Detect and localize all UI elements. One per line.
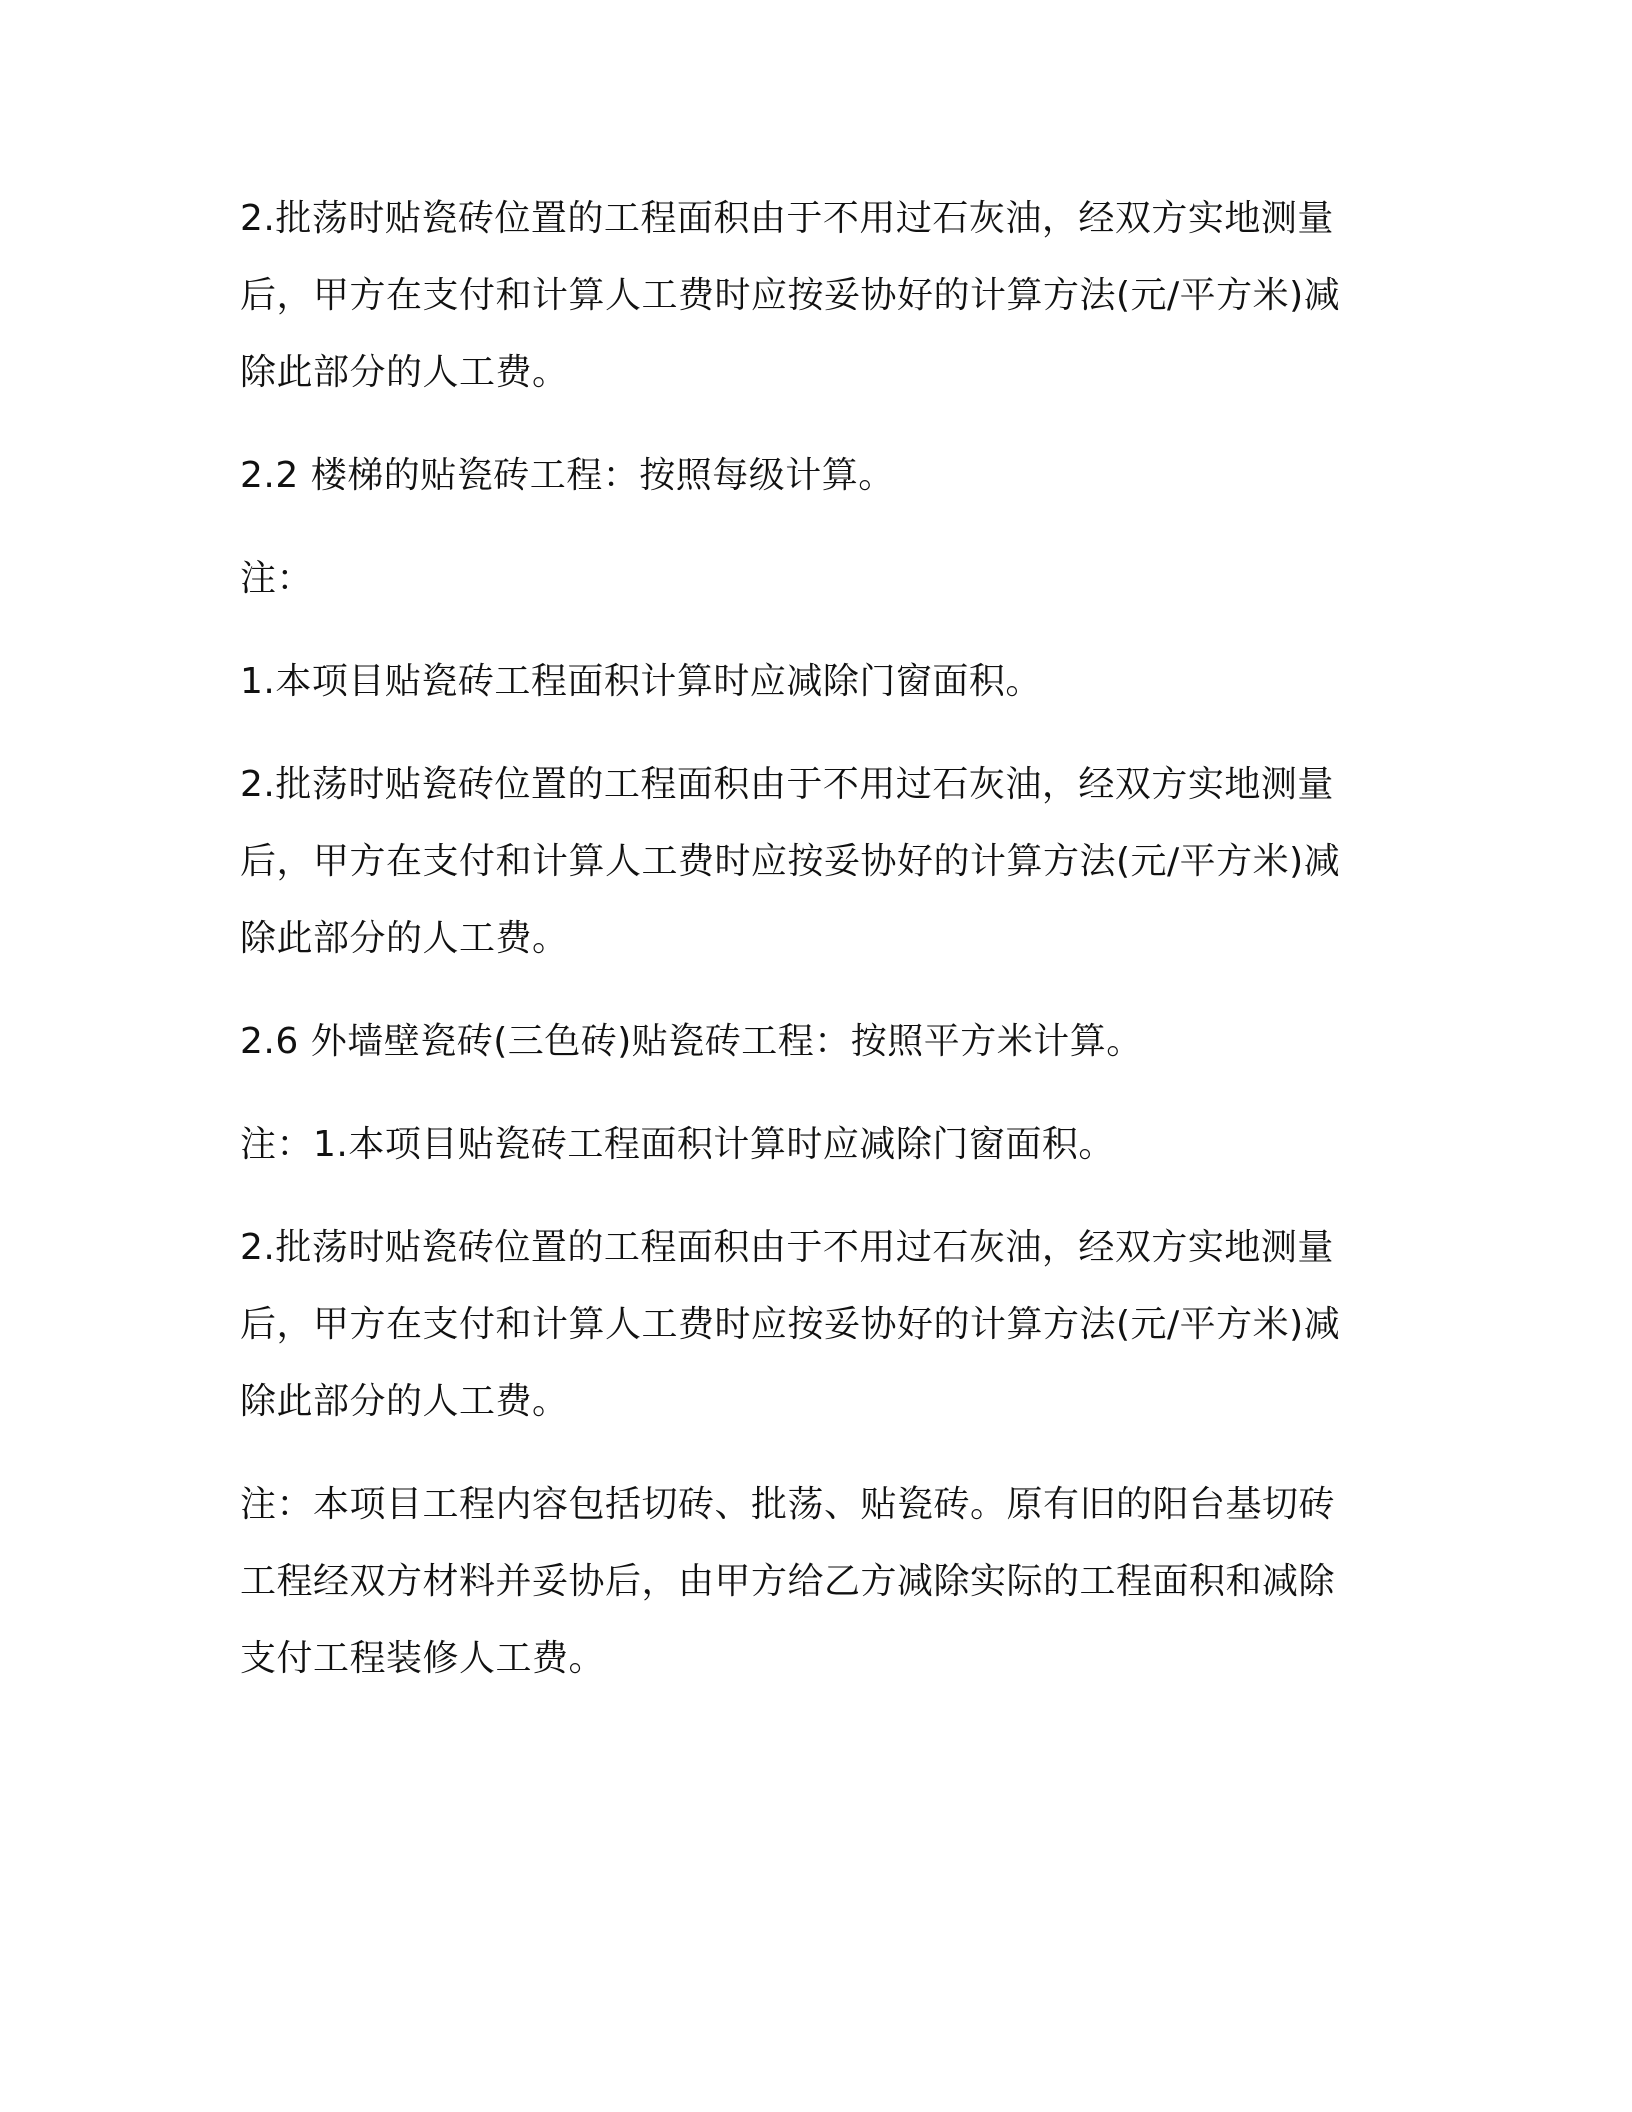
- paragraph-5: [240, 746, 1370, 977]
- paragraph-6: [240, 1003, 1370, 1080]
- text-line: 2.6 外墙壁瓷砖(三色砖)贴瓷砖工程：按照平方米计算。: [240, 1021, 1143, 1062]
- text-line: 注：: [240, 558, 314, 599]
- text-line: 后，甲方在支付和计算人工费时应按妥协好的计算方法(元/平方米)减: [240, 275, 1341, 316]
- paragraph-7: [240, 1106, 1370, 1183]
- text-line: 支付工程装修人工费。: [240, 1638, 606, 1679]
- text-line: 除此部分的人工费。: [240, 918, 569, 959]
- text-line: 2.批荡时贴瓷砖位置的工程面积由于不用过石灰油，经双方实地测量: [240, 198, 1334, 239]
- text-line: 工程经双方材料并妥协后，由甲方给乙方减除实际的工程面积和减除: [240, 1561, 1336, 1602]
- text-line: 1.本项目贴瓷砖工程面积计算时应减除门窗面积。: [240, 661, 1042, 702]
- text-line: 2.批荡时贴瓷砖位置的工程面积由于不用过石灰油，经双方实地测量: [240, 1227, 1334, 1268]
- paragraph-2: [240, 437, 1370, 514]
- paragraph-9: [240, 1466, 1370, 1697]
- paragraph-4: [240, 643, 1370, 720]
- text-line: 除此部分的人工费。: [240, 352, 569, 393]
- text-line: 后，甲方在支付和计算人工费时应按妥协好的计算方法(元/平方米)减: [240, 841, 1341, 882]
- text-line: 2.批荡时贴瓷砖位置的工程面积由于不用过石灰油，经双方实地测量: [240, 764, 1334, 805]
- paragraph-1: [240, 180, 1370, 411]
- paragraph-3: [240, 540, 1370, 617]
- text-line: 后，甲方在支付和计算人工费时应按妥协好的计算方法(元/平方米)减: [240, 1304, 1341, 1345]
- text-line: 除此部分的人工费。: [240, 1381, 569, 1422]
- paragraph-8: [240, 1209, 1370, 1440]
- text-line: 注：1.本项目贴瓷砖工程面积计算时应减除门窗面积。: [240, 1124, 1115, 1165]
- text-line: 注：本项目工程内容包括切砖、批荡、贴瓷砖。原有旧的阳台基切砖: [240, 1484, 1336, 1525]
- text-line: 2.2 楼梯的贴瓷砖工程：按照每级计算。: [240, 455, 895, 496]
